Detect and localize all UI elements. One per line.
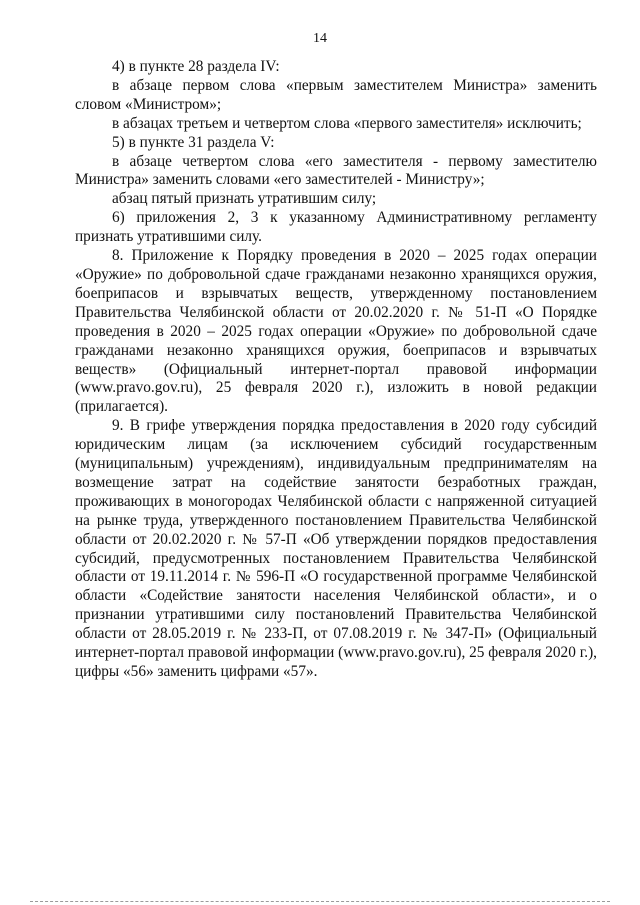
page-bottom-divider — [30, 901, 610, 902]
paragraph-exclude-first-deputy: в абзацах третьем и четвертом слова «первого заместителя» исключить; — [112, 114, 582, 132]
document-body — [75, 58, 597, 682]
paragraph-replace-deputy: в абзаце четвертом слова «его заместителя - первому заместителю Министра» заменить словами «его заместителей - Министру»; — [75, 152, 597, 189]
page-number: 14 — [313, 31, 327, 46]
paragraph-item-4: 4) в пункте 28 раздела IV: — [112, 58, 280, 75]
paragraph-replace-first-deputy: в абзаце первом слова «первым заместителем Министра» заменить словом «Министром»; — [75, 76, 597, 113]
paragraph-section-9: 9. В грифе утверждения порядка предоставления в 2020 году субсидий юридическим лицам (за исключением субсидий государственным (муниципальным) учреждениям), индивидуальным предпринимателям на возмещение затрат на содействие занятости безработных граждан, проживающих в моногородах Челябинской области с напряженной ситуацией на рынке труда, утвержденного постановлением Правительства Челябинской области от 20.02.2020 г. № 57-П «Об утверждении порядков предоставления субсидий, предусмотренных постановлением Правительства Челябинской области от 19.11.2014 г. № 596-П «О государственной программе Челябинской области «Содействие занятости населения Челябинской области», и о признании утратившими силу постановлений Правительства Челябинской области от 28.05.2019 г. № 233-П, от 07.08.2019 г. № 347-П» (Официальный интернет-портал правовой информации (www.pravo.gov.ru), 25 февраля 2020 г.), цифры «56» заменить цифрами «57». — [75, 417, 597, 680]
paragraph-item-5: 5) в пункте 31 раздела V: — [112, 133, 275, 151]
paragraph-fifth-void: абзац пятый признать утратившим силу; — [112, 190, 377, 208]
paragraph-item-6: 6) приложения 2, 3 к указанному Административному регламенту признать утратившими силу. — [75, 209, 597, 246]
paragraph-section-8: 8. Приложение к Порядку проведения в 2020 – 2025 годах операции «Оружие» по добровольной сдаче гражданами незаконно хранящихся оружия, боеприпасов и взрывчатых веществ, утвержденному постановлением Правительства Челябинской области от 20.02.2020 г. № 51-П «О Порядке проведения в 2020 – 2025 годах операции «Оружие» по добровольной сдаче гражданами незаконно хранящихся оружия, боеприпасов и взрывчатых веществ» (Официальный интернет-портал правовой информации (www.pravo.gov.ru), 25 февраля 2020 г.), изложить в новой редакции (прилагается). — [75, 247, 597, 416]
